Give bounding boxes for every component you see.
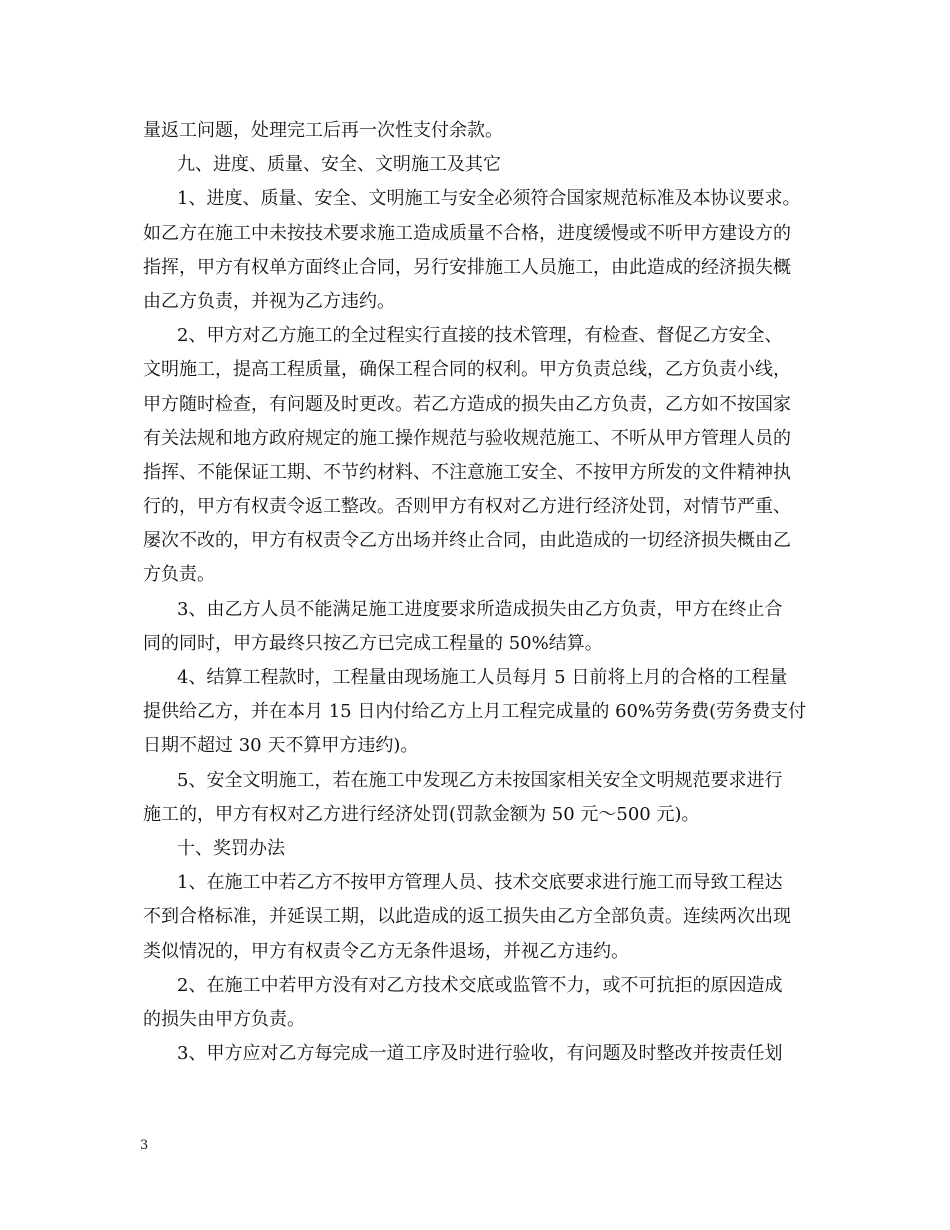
text-line: 施工的，甲方有权对乙方进行经济处罚(罚款金额为 50 元～500 元)。 — [143, 803, 700, 825]
text-line: 的损失由甲方负责。 — [143, 1008, 305, 1030]
text-line: 指挥、不能保证工期、不节约材料、不注意施工安全、不按甲方所发的文件精神执 — [143, 461, 791, 483]
text-line: 文明施工，提高工程质量，确保工程合同的权利。甲方负责总线，乙方负责小线， — [143, 359, 791, 381]
text-line: 量返工问题，处理完工后再一次性支付余款。 — [143, 120, 503, 141]
text-line: 5、安全文明施工，若在施工中发现乙方未按国家相关安全文明规范要求进行 — [177, 769, 783, 791]
text-line: 2、在施工中若甲方没有对乙方技术交底或监管不力，或不可抗拒的原因造成 — [177, 974, 783, 996]
text-line: 行的，甲方有权责令返工整改。否则甲方有权对乙方进行经济处罚，对情节严重、 — [143, 496, 791, 518]
text-line: 由乙方负责，并视为乙方违约。 — [143, 290, 395, 312]
document-body — [143, 114, 833, 1071]
text-line: 3、甲方应对乙方每完成一道工序及时进行验收，有问题及时整改并按责任划 — [177, 1043, 783, 1065]
text-line: 有关法规和地方政府规定的施工操作规范与验收规范施工、不听从甲方管理人员的 — [143, 427, 791, 449]
text-line: 1、在施工中若乙方不按甲方管理人员、技术交底要求进行施工而导致工程达 — [177, 872, 783, 894]
text-line: 同的同时，甲方最终只按乙方已完成工程量的 50%结算。 — [143, 632, 603, 654]
text-line: 2、甲方对乙方施工的全过程实行直接的技术管理，有检查、督促乙方安全、 — [177, 325, 783, 347]
text-line: 指挥，甲方有权单方面终止合同，另行安排施工人员施工，由此造成的经济损失概 — [143, 256, 791, 278]
text-line: 九、进度、质量、安全、文明施工及其它 — [177, 154, 501, 176]
text-line: 日期不超过 30 天不算甲方违约)。 — [143, 735, 419, 757]
text-line: 十、奖罚办法 — [177, 837, 285, 859]
text-line: 如乙方在施工中未按技术要求施工造成质量不合格，进度缓慢或不听甲方建设方的 — [143, 222, 791, 244]
text-line: 提供给乙方，并在本月 15 日内付给乙方上月工程完成量的 60%劳务费(劳务费支付 — [143, 701, 807, 723]
text-line: 屡次不改的，甲方有权责令乙方出场并终止合同，由此造成的一切经济损失概由乙 — [143, 530, 791, 552]
text-line: 不到合格标准，并延误工期，以此造成的返工损失由乙方全部负责。连续两次出现 — [143, 906, 791, 928]
text-line: 方负责。 — [143, 564, 215, 586]
text-line: 1、进度、质量、安全、文明施工与安全必须符合国家规范标准及本协议要求。 — [177, 188, 801, 210]
text-line: 3、由乙方人员不能满足施工进度要求所造成损失由乙方负责，甲方在终止合 — [177, 598, 783, 620]
page-number: 3 — [140, 1138, 149, 1153]
text-line: 4、结算工程款时，工程量由现场施工人员每月 5 日前将上月的合格的工程量 — [177, 667, 788, 688]
text-line: 甲方随时检查，有问题及时更改。若乙方造成的损失由乙方负责，乙方如不按国家 — [143, 393, 791, 415]
text-line: 类似情况的，甲方有权责令乙方无条件退场，并视乙方违约。 — [143, 940, 629, 962]
